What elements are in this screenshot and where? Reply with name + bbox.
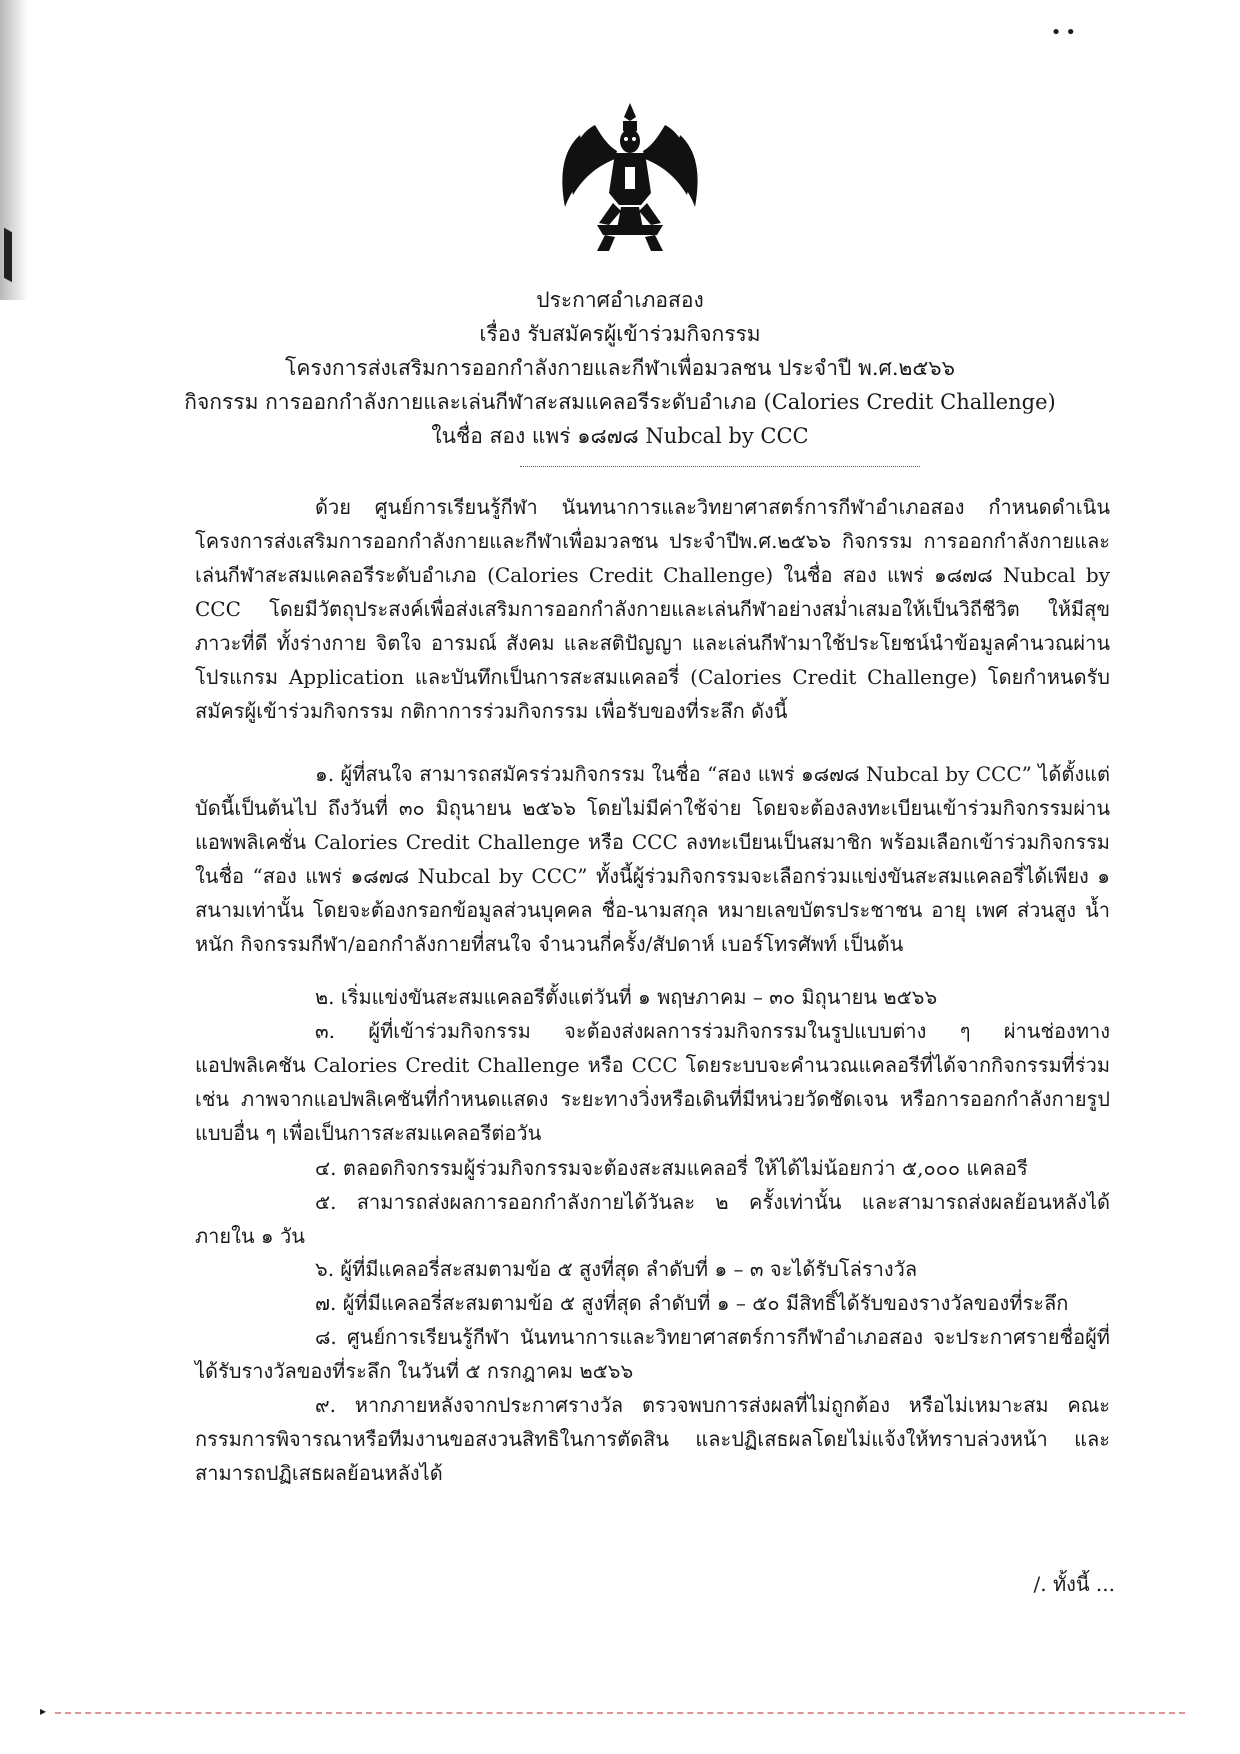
scan-corner-mark bbox=[4, 228, 12, 283]
garuda-emblem-icon bbox=[555, 95, 705, 255]
rule-item-4: ๔. ตลอดกิจกรรมผู้ร่วมกิจกรรมจะต้องสะสมแคลอรี่ ให้ได้ไม่น้อยกว่า ๕,๐๐๐ แคลอรี bbox=[315, 1156, 1028, 1180]
bottom-dashed-line bbox=[55, 1712, 1185, 1714]
bottom-bullet-mark: ▸ bbox=[40, 1704, 47, 1718]
rule-item-9: ๙. หากภายหลังจากประกาศรางวัล ตรวจพบการส่งผลที่ไม่ถูกต้อง หรือไม่เหมาะสม คณะกรรมการพิจารณาหรือทีมงานขอสงวนสิทธิในการตัดสิน และปฏิเสธผลโดยไม่แจ้งให้ทราบล่วงหน้า และสามารถปฏิเสธผลย้อนหลังได้ bbox=[195, 1393, 1110, 1485]
top-dots: •• bbox=[1050, 22, 1080, 43]
rule-item-1: ๑. ผู้ที่สนใจ สามารถสมัครร่วมกิจกรรม ในชื่อ “สอง แพร่ ๑๘๗๘ Nubcal by CCC” ได้ตั้งแต่บัดนี้เป็นต้นไป ถึงวันที่ ๓๐ มิถุนายน ๒๕๖๖ โดยไม่มีค่าใช้จ่าย โดยจะต้องลงทะเบียนเข้าร่วมกิจกรรมผ่าน แอพพลิเคชั่น Calories Credit Challenge หรือ CCC ลงทะเบียนเป็นสมาชิก พร้อมเลือกเข้าร่วมกิจกรรม ในชื่อ “สอง แพร่ ๑๘๗๘ Nubcal by CCC” ทั้งนี้ผู้ร่วมกิจกรรมจะเลือกร่วมแข่งขันสะสมแคลอรี่ได้เพียง ๑ สนามเท่านั้น โดยจะต้องกรอกข้อมูลส่วนบุคคล ชื่อ-นามสกุล หมายเลขบัตรประชาชน อายุ เพศ ส่วนสูง น้ำหนัก กิจกรรมกีฬา/ออกกำลังกายที่สนใจ จำนวนกี่ครั้ง/สัปดาห์ เบอร์โทรศัพท์ เป็นต้น bbox=[195, 762, 1110, 956]
announcement-title: ประกาศอำเภอสอง bbox=[536, 288, 704, 312]
rule-item-7: ๗. ผู้ที่มีแคลอรี่สะสมตามข้อ ๕ สูงที่สุด ลำดับที่ ๑ – ๕๐ มีสิทธิ์ได้รับของรางวัลของที่ระลึก bbox=[315, 1291, 1069, 1315]
rule-item-6: ๖. ผู้ที่มีแคลอรี่สะสมตามข้อ ๕ สูงที่สุด ลำดับที่ ๑ – ๓ จะได้รับโล่รางวัล bbox=[315, 1257, 918, 1281]
announcement-subject: เรื่อง รับสมัครผู้เข้าร่วมกิจกรรม bbox=[479, 322, 761, 346]
rule-item-8: ๘. ศูนย์การเรียนรู้กีฬา นันทนาการและวิทยาศาสตร์การกีฬาอำเภอสอง จะประกาศรายชื่อผู้ที่ได้รับรางวัลของที่ระลึก ในวันที่ ๕ กรกฎาคม ๒๕๖๖ bbox=[195, 1325, 1110, 1383]
rule-item-5: ๕. สามารถส่งผลการออกกำลังกายได้วันละ ๒ ครั้งเท่านั้น และสามารถส่งผลย้อนหลังได้ภายใน ๑ วัน bbox=[195, 1190, 1110, 1248]
header-divider bbox=[520, 466, 920, 467]
rule-item-3: ๓. ผู้ที่เข้าร่วมกิจกรรม จะต้องส่งผลการร่วมกิจกรรมในรูปแบบต่าง ๆ ผ่านช่องทาง แอปพลิเคชัน Calories Credit Challenge หรือ CCC โดยระบบจะคำนวณแคลอรีที่ได้จากกิจกรรมที่ร่วม เช่น ภาพจากแอปพลิเคชันที่กำหนดแสดง ระยะทางวิ่งหรือเดินที่มีหน่วยวัดชัดเจน หรือการออกกำลังกายรูปแบบอื่น ๆ เพื่อเป็นการสะสมแคลอรีต่อวัน bbox=[195, 1019, 1110, 1145]
activity-name: กิจกรรม การออกกำลังกายและเล่นกีฬาสะสมแคลอรีระดับอำเภอ (Calories Credit Challenge) bbox=[184, 390, 1056, 414]
intro-paragraph: ด้วย ศูนย์การเรียนรู้กีฬา นันทนาการและวิทยาศาสตร์การกีฬาอำเภอสอง กำหนดดำเนินโครงการส่งเสริมการออกกำลังกายและกีฬาเพื่อมวลชน ประจำปีพ.ศ.๒๕๖๖ กิจกรรม การออกกำลังกายและเล่นกีฬาสะสมแคลอรีระดับอำเภอ (Calories Credit Challenge) ในชื่อ สอง แพร่ ๑๘๗๘ Nubcal by CCC โดยมีวัตถุประสงค์เพื่อส่งเสริมการออกกำลังกายและเล่นกีฬาอย่างสม่ำเสมอให้เป็นวิถีชีวิต ให้มีสุขภาวะที่ดี ทั้งร่างกาย จิตใจ อารมณ์ สังคม และสติปัญญา และเล่นกีฬามาใช้ประโยชน์นำข้อมูลคำนวณผ่านโปรแกรม Application และบันทึกเป็นการสะสมแคลอรี่ (Calories Credit Challenge) โดยกำหนดรับสมัครผู้เข้าร่วมกิจกรรม กติกาการร่วมกิจกรรม เพื่อรับของที่ระลึก ดังนี้ bbox=[195, 495, 1110, 723]
event-name: ในชื่อ สอง แพร่ ๑๘๗๘ Nubcal by CCC bbox=[431, 424, 809, 448]
project-name: โครงการส่งเสริมการออกกำลังกายและกีฬาเพื่อมวลชน ประจำปี พ.ศ.๒๕๖๖ bbox=[285, 356, 955, 380]
rule-item-2: ๒. เริ่มแข่งขันสะสมแคลอรีตั้งแต่วันที่ ๑ พฤษภาคม – ๓๐ มิถุนายน ๒๕๖๖ bbox=[315, 985, 938, 1009]
continuation-marker: /. ทั้งนี้ ... bbox=[1033, 1572, 1115, 1596]
